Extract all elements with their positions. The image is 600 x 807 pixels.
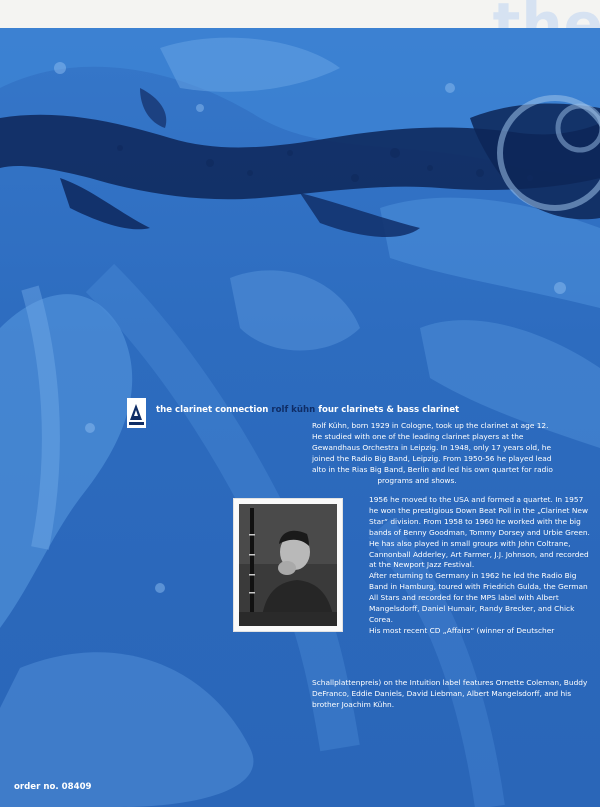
artist-name: rolf kühn <box>271 405 316 415</box>
order-number: order no. 08409 <box>14 782 92 792</box>
bio-paragraph-4-rest: Schallplattenpreis) on the Intuition label features Ornette Coleman, Buddy DeFranco, Eddie Daniels, David Liebman, Albert Mangelsdorff, and his brother Joachim Kühn. <box>312 678 588 709</box>
bio-line: Rolf Kühn, born 1929 in Cologne, took up the clarinet at age 12. <box>312 421 549 430</box>
au-logo-icon <box>127 398 146 428</box>
top-strip <box>0 0 600 28</box>
portrait-image <box>239 504 337 626</box>
bio-paragraph-4 <box>312 678 594 711</box>
clarinetist-portrait-icon <box>239 504 337 626</box>
bio-paragraph-3: After returning to Germany in 1962 he led the Radio Big Band in Hamburg, toured with Friedrich Gulda, the German All Stars and recorded for the MPS label with Albert Mangelsdorff, Daniel Humair, Randy Brecker, and Chick Corea. <box>369 571 588 624</box>
portrait-photo <box>234 499 342 631</box>
series-title: the clarinet connection <box>156 405 269 415</box>
bio-line: programs and shows. <box>377 475 457 485</box>
bio-paragraph-1 <box>312 421 594 486</box>
bio-line: He studied with one of the leading clarinet players at the <box>312 431 524 441</box>
bio-line: joined the Radio Big Band, Leipzig. From 1950-56 he played lead <box>312 453 552 463</box>
album-title-line <box>156 405 459 415</box>
bio-line: Gewandhaus Orchestra in Leipzig. In 1948, only 17 years old, he <box>312 442 552 452</box>
bio-line: alto in the Rias Big Band, Berlin and led his own quartet for radio <box>312 464 553 474</box>
bio-paragraph-2: 1956 he moved to the USA and formed a quartet. In 1957 he won the prestigious Down Beat Poll in the „Clarinet New Star“ division. From 1958 to 1960 he worked with the big bands of Benny Goodman, Tommy Dorsey and Urbie Green. He has also played in small groups with John Coltrane, Cannonball Adderley, Art Farmer, J.J. Johnson, and recorded at the Newport Jazz Festival. <box>369 495 590 570</box>
bio-paragraph-4-first-line: His most recent CD „Affairs“ (winner of Deutscher <box>369 625 555 635</box>
album-subtitle: four clarinets & bass clarinet <box>318 405 460 415</box>
bio-column <box>369 495 594 637</box>
